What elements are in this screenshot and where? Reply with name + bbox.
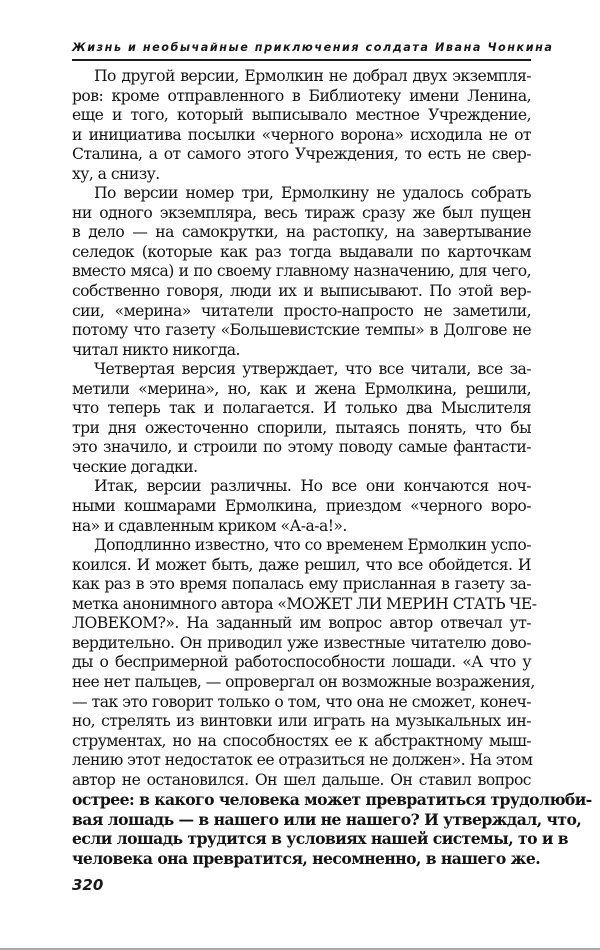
text-line: метка анонимного автора «МОЖЕТ ЛИ МЕРИН СТАТЬ ЧЕ- <box>72 594 537 613</box>
text-line: ды о беспримерной работоспособности лошади. «А что у <box>72 653 531 672</box>
text-line: Четвертая версия утверждает, что все читали, все за- <box>94 360 531 379</box>
text-line: ными кошмарами Ермолкина, приездом «черного воро- <box>72 497 531 516</box>
text-line: но, стрелять из винтовки или играть на музыкальных ин- <box>72 712 531 731</box>
text-line: вердительно. Он приводил уже известные читателю дово- <box>72 633 531 652</box>
page-number: 320 <box>72 876 104 895</box>
text-line: автор не остановился. Он шел дальше. Он ставил вопрос <box>72 770 531 789</box>
text-line: вая лошадь — в нашего или не нашего? И утверждал, что, <box>72 809 582 829</box>
text-line: и инициатива посылки «черного ворона» исходила не от <box>72 125 531 144</box>
paragraph-1 <box>72 67 531 184</box>
text-line: ни одного экземпляра, весь тираж сразу же был пущен <box>72 203 531 222</box>
text-line: собственно говоря, люди их и выписывают. По этой вер- <box>72 282 531 301</box>
text-line: ЛОВЕКОМ?». На заданный им вопрос автор отвечал ут- <box>72 614 531 633</box>
text-line: метили «мерина», но, как и жена Ермолкина, решили, <box>72 379 531 398</box>
text-line: лению этот недостаток ее отразиться не должен». На этом <box>72 751 533 770</box>
text-line: если лошадь трудится в условиях нашей системы, то и в <box>72 829 569 849</box>
text-line: читал никто никогда. <box>72 340 240 359</box>
text-line: нее нет пальцев, — опровергал он возможные возражения, <box>72 672 535 691</box>
text-line: струментах, но на способностях ее к абстрактному мыш- <box>72 731 531 750</box>
paragraph-3 <box>72 360 531 477</box>
text-line: вместо мяса) и по своему главному назначению, для чего, <box>72 262 531 281</box>
body-text <box>72 67 592 868</box>
text-line: По другой версии, Ермолкин не добрал двух экземпля- <box>94 67 531 85</box>
text-line: По версии номер три, Ермолкину не удалось собрать <box>94 184 531 203</box>
text-line: сии, «мерина» читатели просто-напросто не заметили, <box>72 301 531 320</box>
text-line: это значило, и строили по этому поводу самые фантасти- <box>72 438 531 457</box>
text-line: что теперь так и полагается. И только два Мыслителя <box>72 399 531 418</box>
text-line: ческие догадки. <box>72 457 198 476</box>
text-line: Итак, версии различны. Но все они кончаются ноч- <box>94 477 531 496</box>
text-line: Доподлинно известно, что со временем Ермолкин успо- <box>94 536 531 555</box>
text-line: потому что газету «Большевистские темпы» в Долгове не <box>72 321 531 340</box>
running-head: Жизнь и необычайные приключения солдата Ивана Чонкина <box>72 40 531 61</box>
text-line: как раз в это время попалась ему присланная в газету за- <box>72 575 531 594</box>
paragraph-4 <box>72 477 531 536</box>
paragraph-5 <box>72 536 592 868</box>
text-line: ху, а снизу. <box>72 164 160 183</box>
text-line: — так это говорит только о том, что она не сможет, конеч- <box>72 692 531 711</box>
text-line: человека она превратится, несомненно, в нашего же. <box>72 848 541 868</box>
text-line: три дня ожесточенно спорили, пытаясь понять, что бы <box>72 418 531 437</box>
text-line: на» и сдавленным криком «А-а-а!». <box>72 516 347 535</box>
book-page <box>72 40 592 895</box>
text-line: острее: в какого человека может превратиться трудолюби- <box>72 790 592 810</box>
text-line: ров: кроме отправленного в Библиотеку имени Ленина, <box>72 86 531 105</box>
text-line: еще и того, который выписывало местное Учреждение, <box>72 106 531 125</box>
text-line: Сталина, а от самого этого Учреждения, то есть не свер- <box>72 145 531 164</box>
text-line: коился. И может быть, даже решил, что все обойдется. И <box>72 555 531 574</box>
paragraph-2 <box>72 184 531 360</box>
text-line: селедок (которые как раз тогда выдавали по карточкам <box>72 242 531 261</box>
text-line: в дело — на самокрутки, на растопку, на завертывание <box>72 223 531 242</box>
